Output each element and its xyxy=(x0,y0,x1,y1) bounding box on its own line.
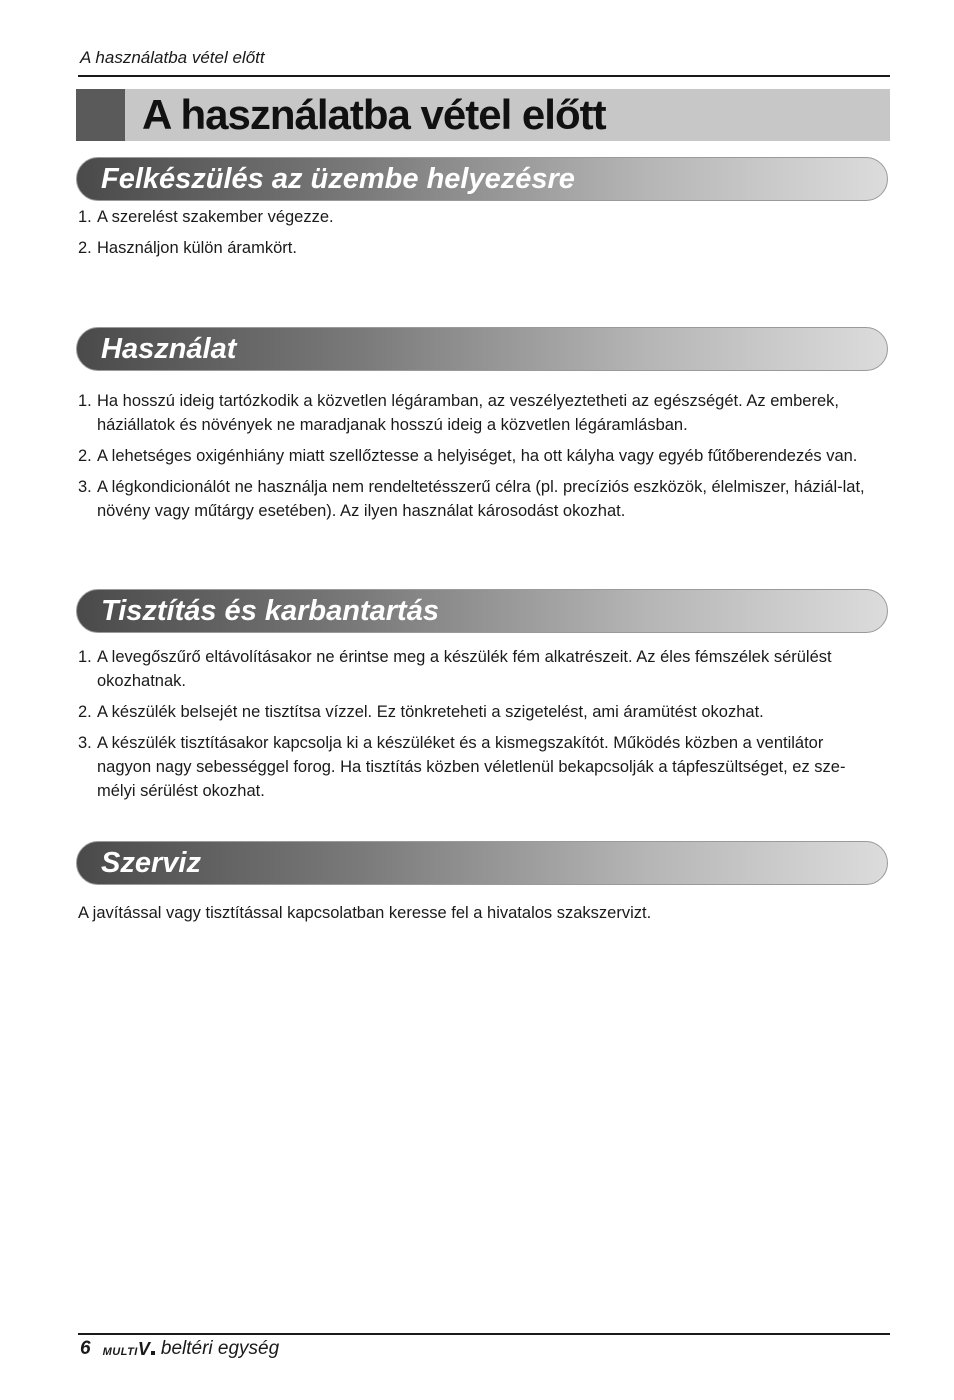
item-number: 2. xyxy=(78,447,92,465)
item-text: A levegőszűrő eltávolításakor ne érintse meg a készülék fém alkatrészeit. Az éles fémszélek sérülést okozhatnak. xyxy=(97,648,832,690)
item-number: 3. xyxy=(78,734,92,752)
item-number: 1. xyxy=(78,208,92,226)
preparation-list xyxy=(78,205,878,267)
page-title-bar xyxy=(76,89,890,141)
logo-dot-icon xyxy=(151,1351,155,1355)
list-item xyxy=(78,475,878,523)
section-heading-service xyxy=(76,841,888,885)
section-heading-maintenance xyxy=(76,589,888,633)
list-item xyxy=(78,700,878,724)
footer-subtitle: beltéri egység xyxy=(160,1338,280,1359)
page-title: A használatba vétel előtt xyxy=(142,91,606,138)
item-text: Ha hosszú ideig tartózkodik a közvetlen légáramban, az veszélyeztetheti az egészségét. Az emberek, háziállatok és növények ne maradjanak hosszú ideig a közvetlen légáramlásban. xyxy=(97,392,839,434)
list-item xyxy=(78,389,878,437)
list-item xyxy=(78,205,878,229)
item-number: 1. xyxy=(78,648,92,666)
item-number: 1. xyxy=(78,392,92,410)
logo-multi-text: MULTI xyxy=(102,1345,138,1358)
list-item xyxy=(78,645,878,693)
header-rule xyxy=(78,75,890,77)
item-number: 2. xyxy=(78,239,92,257)
item-text: Használjon külön áramkört. xyxy=(97,239,297,257)
item-text: A készülék tisztításakor kapcsolja ki a készüléket és a kismegszakítót. Működés közben a ventilátor nagyon nagy sebességgel forog. Ha tisztítás közben véletlenül bekapcsolják a tápfeszültséget, ez sze-mélyi sérülést okozhat. xyxy=(97,734,846,800)
multi-v-logo xyxy=(103,1339,155,1360)
section-heading-preparation xyxy=(76,157,888,201)
list-item xyxy=(78,236,878,260)
list-item xyxy=(78,731,878,803)
section-heading-text: Szerviz xyxy=(101,847,201,879)
section-heading-usage xyxy=(76,327,888,371)
title-accent-block xyxy=(76,89,125,141)
logo-v-text: V xyxy=(137,1338,150,1359)
list-item xyxy=(78,444,878,468)
item-number: 3. xyxy=(78,478,92,496)
page-number: 6 xyxy=(80,1338,91,1359)
section-heading-text: Felkészülés az üzembe helyezésre xyxy=(101,163,575,195)
item-text: A készülék belsejét ne tisztítsa vízzel. Ez tönkreteheti a szigetelést, ami áramütést okozhat. xyxy=(97,703,764,721)
service-paragraph: A javítással vagy tisztítással kapcsolatban keresse fel a hivatalos szakszervizt. xyxy=(78,904,652,922)
maintenance-list xyxy=(78,645,878,810)
section-heading-text: Használat xyxy=(101,333,237,365)
running-head: A használatba vétel előtt xyxy=(80,48,265,67)
usage-list xyxy=(78,389,878,530)
footer-rule xyxy=(78,1333,890,1335)
section-heading-text: Tisztítás és karbantartás xyxy=(101,595,439,627)
item-text: A lehetséges oxigénhiány miatt szellőztesse a helyiséget, ha ott kályha vagy egyéb fűtőberendezés van. xyxy=(97,447,858,465)
item-text: A szerelést szakember végezze. xyxy=(97,208,334,226)
item-text: A légkondicionálót ne használja nem rendeltetésszerű célra (pl. precíziós eszközök, élelmiszer, háziál-lat, növény vagy műtárgy esetében). Az ilyen használat károsodást okozhat. xyxy=(97,478,865,520)
footer xyxy=(80,1338,279,1360)
item-number: 2. xyxy=(78,703,92,721)
